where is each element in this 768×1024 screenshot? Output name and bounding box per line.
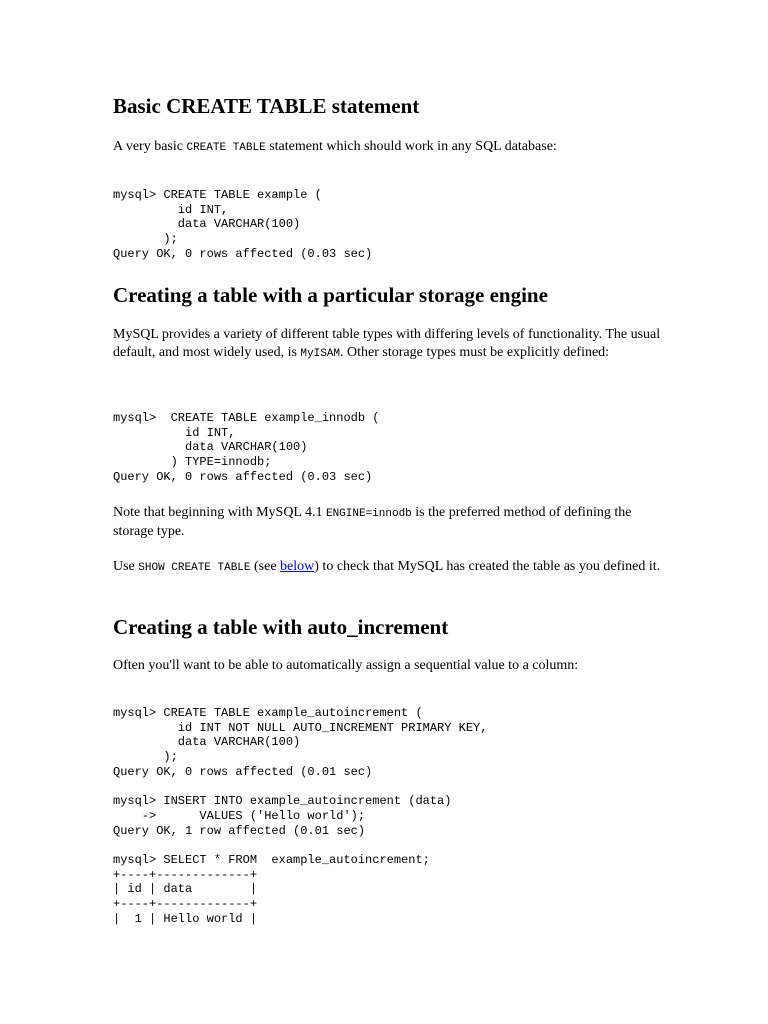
paragraph-show-create: Use SHOW CREATE TABLE (see below) to check that MySQL has created the table as you defined it. bbox=[113, 559, 661, 574]
heading-basic-create-table: Basic CREATE TABLE statement bbox=[113, 94, 420, 118]
code-block-innodb: mysql> CREATE TABLE example_innodb ( id INT, data VARCHAR(100) ) TYPE=innodb; Query OK, 0 rows affected (0.03 sec) bbox=[113, 411, 380, 484]
code-block-auto-increment: mysql> CREATE TABLE example_autoincrement ( id INT NOT NULL AUTO_INCREMENT PRIMARY KEY, data VARCHAR(100) ); Query OK, 0 rows affected (0.01 sec) mysql> INSERT INTO example_autoincrement (data) -> VALUES ('Hello world'); Query OK, 1 row affected (0.01 sec) mysql> SELECT * FROM example_autoincrement; +----+-------------+ | id | data | +----+-------------+ | 1 | Hello world | bbox=[113, 706, 488, 926]
inline-code: CREATE TABLE bbox=[186, 142, 266, 154]
paragraph-storage-intro: MySQL provides a variety of different table types with differing levels of functionality. The usual default, and most widely used, is MyISAM. Other storage types must be explicitly defined: bbox=[113, 327, 661, 360]
code-block-basic-create: mysql> CREATE TABLE example ( id INT, data VARCHAR(100) ); Query OK, 0 rows affected (0.03 sec) bbox=[113, 188, 373, 261]
heading-auto-increment: Creating a table with auto_increment bbox=[113, 615, 449, 639]
paragraph-basic-intro: A very basic CREATE TABLE statement which should work in any SQL database: bbox=[113, 139, 557, 154]
paragraph-auto-increment-intro: Often you'll want to be able to automatically assign a sequential value to a column: bbox=[113, 658, 579, 673]
inline-code: SHOW CREATE TABLE bbox=[138, 562, 251, 574]
below-link[interactable]: below bbox=[280, 559, 315, 574]
inline-code: MyISAM bbox=[300, 348, 341, 360]
inline-code: ENGINE=innodb bbox=[325, 508, 412, 520]
paragraph-engine-note: Note that beginning with MySQL 4.1 ENGINE=innodb is the preferred method of defining the storage type. bbox=[113, 505, 632, 539]
heading-storage-engine: Creating a table with a particular storage engine bbox=[113, 283, 548, 307]
